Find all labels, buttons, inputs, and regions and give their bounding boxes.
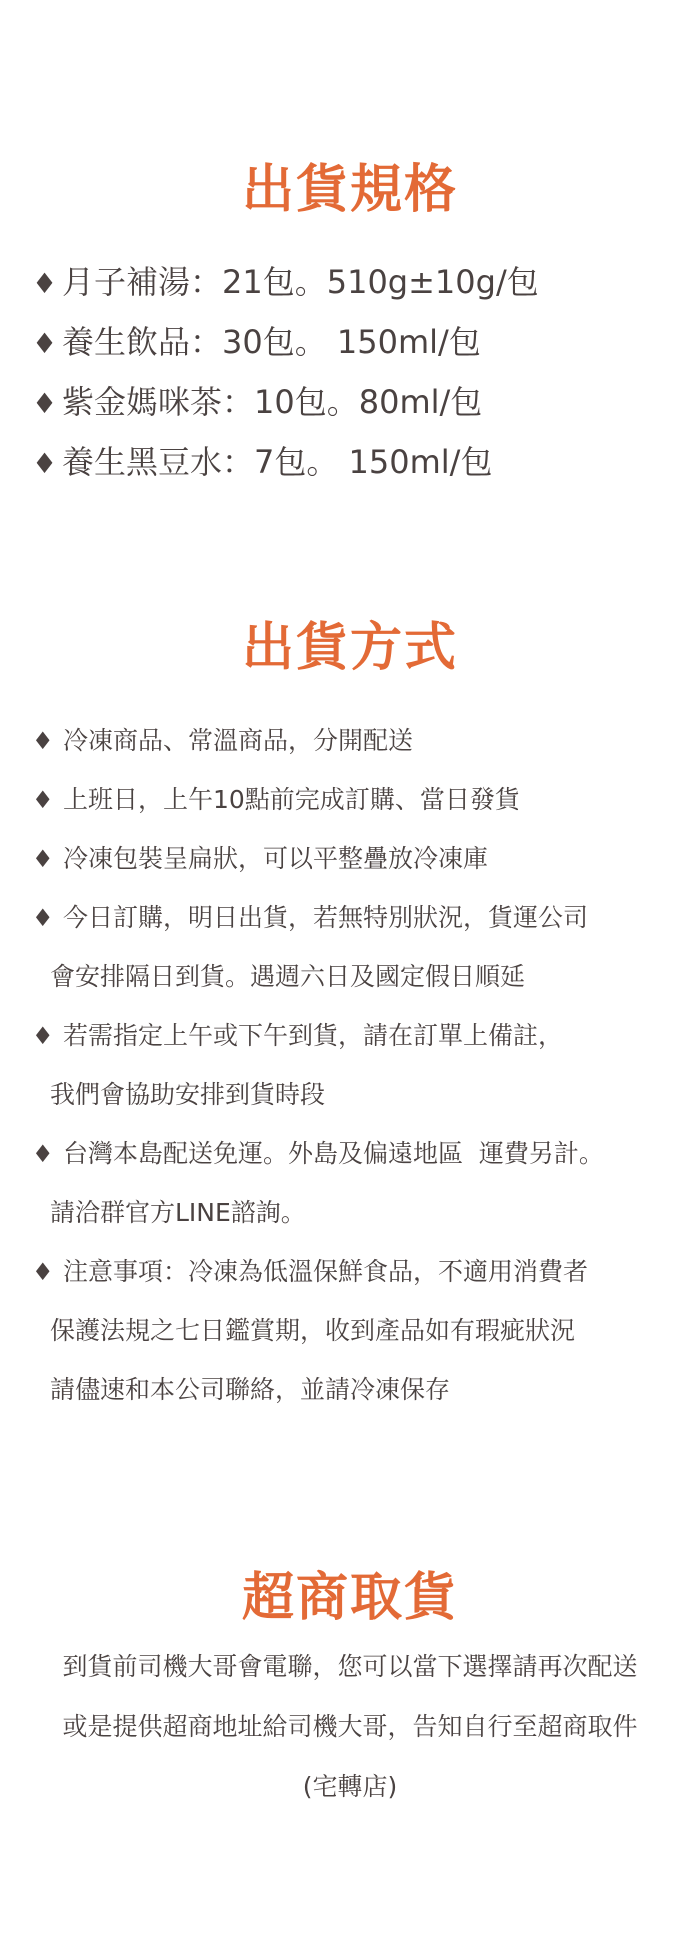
shipping-item-continuation: 請儘速和本公司聯絡，並請冷凍保存 [50,1375,451,1404]
spec-item-text: 養生飲品：30包。 150ml/包 [62,323,481,361]
spec-item-text: 養生黑豆水：7包。 150ml/包 [62,443,493,481]
shipping-item-text: 注意事項：冷凍為低溫保鮮食品，不適用消費者 [63,1257,589,1286]
diamond-bullet-icon: ♦ [32,327,58,360]
pickup-text-line: 或是提供超商地址給司機大哥，告知自行至超商取件 [62,1712,638,1741]
spec-list [32,252,672,492]
pickup-description [0,1637,700,1817]
diamond-bullet-icon: ♦ [32,727,54,755]
shipping-list [32,711,682,1419]
shipping-item-text: 今日訂購，明日出貨，若無特別狀況，貨運公司 [63,903,589,932]
spec-section-title: 出貨規格 [241,159,458,220]
spec-item-text: 紫金媽咪茶：10包。80ml/包 [62,383,483,421]
pickup-text-line: 到貨前司機大哥會電聯，您可以當下選擇請再次配送 [62,1652,638,1681]
diamond-bullet-icon: ♦ [32,904,54,932]
shipping-item-text: 若需指定上午或下午到貨，請在訂單上備註， [63,1021,564,1050]
shipping-section-title: 出貨方式 [241,617,458,678]
list-item [32,1242,682,1419]
list-item [32,252,672,312]
diamond-bullet-icon: ♦ [32,1022,54,1050]
shipping-item-text: 冷凍商品、常溫商品，分開配送 [63,726,414,755]
list-item [32,711,682,770]
list-item [32,432,672,492]
shipping-item-text: 上班日，上午10點前完成訂購、當日發貨 [63,785,520,814]
diamond-bullet-icon: ♦ [32,1258,54,1286]
shipping-item-continuation: 會安排隔日到貨。遇週六日及國定假日順延 [50,962,526,991]
pickup-section-title: 超商取貨 [241,1567,458,1628]
shipping-item-continuation: 我們會協助安排到貨時段 [50,1080,326,1109]
diamond-bullet-icon: ♦ [32,387,58,420]
list-item [32,312,672,372]
diamond-bullet-icon: ♦ [32,447,58,480]
diamond-bullet-icon: ♦ [32,845,54,873]
shipping-item-continuation: 保護法規之七日鑑賞期，收到產品如有瑕疵狀況 [50,1316,576,1345]
shipping-item-continuation: 請洽群官方LINE諮詢。 [50,1198,306,1227]
list-item [32,372,672,432]
spec-item-text: 月子補湯：21包。510g±10g/包 [62,263,539,301]
pickup-text-line: (宅轉店) [302,1772,398,1801]
shipping-item-text: 台灣本島配送免運。外島及偏遠地區 運費另計。 [63,1139,604,1168]
shipping-item-text: 冷凍包裝呈扁狀，可以平整疊放冷凍庫 [63,844,489,873]
diamond-bullet-icon: ♦ [32,267,58,300]
list-item [32,770,682,829]
list-item [32,829,682,888]
diamond-bullet-icon: ♦ [32,786,54,814]
list-item [32,1124,682,1242]
list-item [32,888,682,1006]
list-item [32,1006,682,1124]
diamond-bullet-icon: ♦ [32,1140,54,1168]
